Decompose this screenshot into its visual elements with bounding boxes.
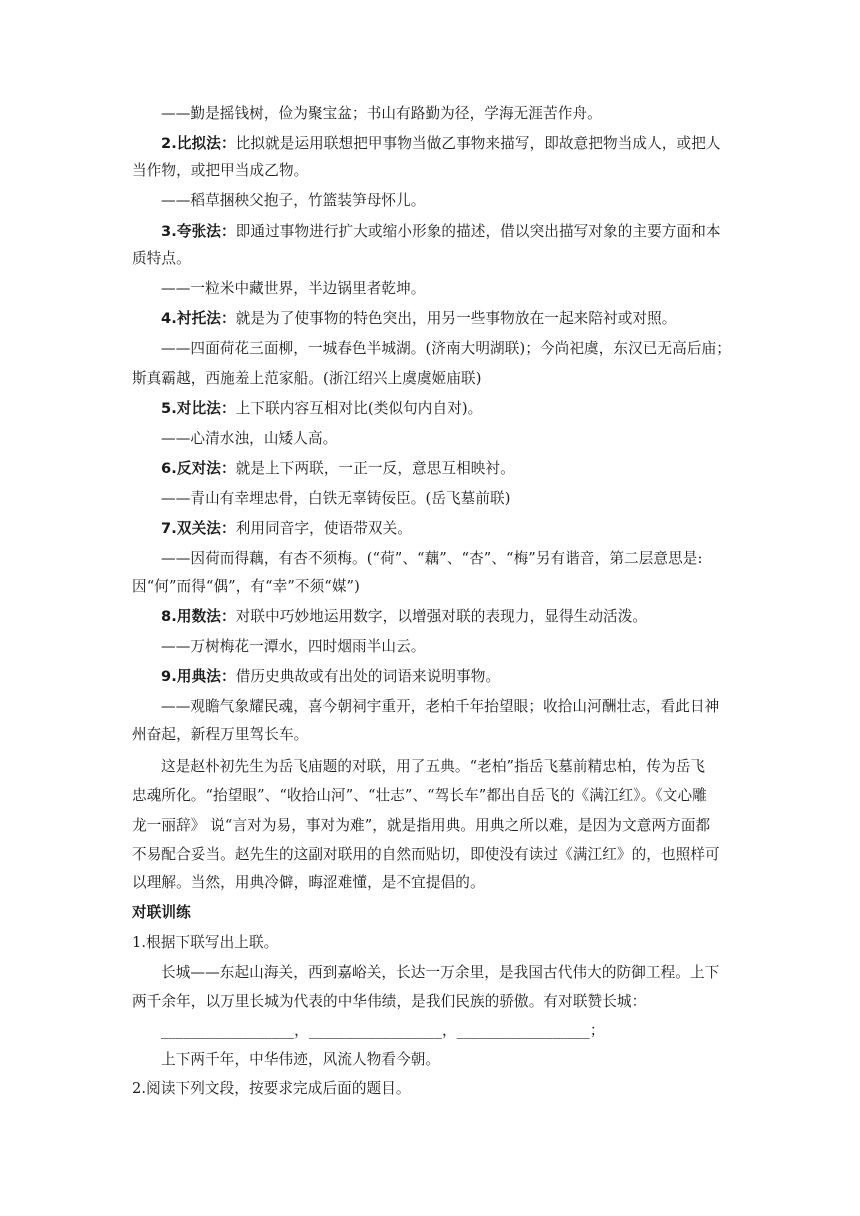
paragraph-line: 不易配合妥当。赵先生的这副对联用的自然而贴切，即使没有读过《满江红》的，也照样可 (132, 846, 720, 863)
example-line-4b: 斯真霸越，西施羞上范家船。(浙江绍兴上虞虞姬庙联) (132, 370, 482, 387)
example-line-3: ——一粒米中藏世界，半边锅里者乾坤。 (161, 280, 426, 297)
method-heading: 8.用数法： (161, 608, 236, 625)
example-line-1: ——勤是摇钱树，俭为聚宝盆；书山有路勤为径，学海无涯苦作舟。 (161, 105, 602, 122)
example-line-2: ——稻草捆秧父抱子，竹篮装笋母怀儿。 (161, 192, 426, 209)
answer-blanks[interactable]: __________________，__________________，__________________； (161, 1022, 605, 1039)
exercise-1-text: 两千余年，以万里长城为代表的中华伟绩，是我们民族的骄傲。有对联赞长城： (132, 993, 647, 1010)
paragraph-line: 忠魂所化。“抬望眼”、“收拾山河”、“壮志”、“驾长车”都出自岳飞的《满江红》。《文心雕 (132, 787, 707, 804)
exercise-1-text: 长城——东起山海关，西到嘉峪关，长达一万余里，是我国古代伟大的防御工程。上下 (161, 964, 720, 981)
method-2-body-line: 当作物，或把甲当成乙物。 (132, 162, 309, 179)
example-line-4a: ——四面荷花三面柳，一城春色半城湖。(济南大明湖联)；今尚祀虞，东汉已无高后庙； (161, 340, 731, 357)
method-heading: 2.比拟法： (161, 135, 236, 152)
method-3-heading-line: 3.夸张法：即通过事物进行扩大或缩小形象的描述，借以突出描写对象的主要方面和本 (161, 223, 721, 240)
method-7-heading-line: 7.双关法：利用同音字，使语带双关。 (161, 520, 413, 537)
paragraph-line: 以理解。当然，用典冷僻，晦涩难懂，是不宜提倡的。 (132, 874, 485, 891)
paragraph-line: 龙一丽辞》 说“言对为易，事对为难”，就是指用典。用典之所以难，是因为文意两方面都 (132, 817, 711, 834)
method-heading: 4.衬托法： (161, 310, 236, 327)
method-3-body-line: 质特点。 (132, 250, 191, 267)
method-5-heading-line: 5.对比法：上下联内容互相对比(类似句内自对)。 (161, 400, 483, 417)
exercise-1-couplet: 上下两千年，中华伟迹，风流人物看今朝。 (161, 1051, 441, 1068)
method-9-heading-line: 9.用典法：借历史典故或有出处的词语来说明事物。 (161, 668, 501, 685)
method-heading: 5.对比法： (161, 400, 236, 417)
exercise-1-title: 1.根据下联写出上联。 (132, 934, 279, 951)
paragraph-line: 这是赵朴初先生为岳飞庙题的对联，用了五典。“老柏”指岳飞墓前精忠柏，传为岳飞 (161, 758, 706, 775)
method-2-heading-line: 2.比拟法：比拟就是运用联想把甲事物当做乙事物来描写，即故意把物当成人，或把人 (161, 135, 721, 152)
example-line-6: ——青山有幸埋忠骨，白铁无辜铸佞臣。(岳飞墓前联) (161, 490, 511, 507)
method-4-heading-line: 4.衬托法：就是为了使事物的特色突出，用另一些事物放在一起来陪衬或对照。 (161, 310, 677, 327)
example-line-7a: ——因荷而得藕，有杏不须梅。(“荷”、“藕”、“杏”、“梅”另有谐音，第二层意思是: (161, 550, 703, 567)
method-heading: 3.夸张法： (161, 223, 236, 240)
method-heading: 9.用典法： (161, 668, 236, 685)
method-8-heading-line: 8.用数法：对联中巧妙地运用数字，以增强对联的表现力，显得生动活泼。 (161, 608, 648, 625)
method-6-heading-line: 6.反对法：就是上下两联，一正一反，意思互相映衬。 (161, 460, 515, 477)
example-line-8: ——万树梅花一潭水，四时烟雨半山云。 (161, 638, 426, 655)
section-title: 对联训练 (132, 904, 191, 921)
exercise-2-title: 2.阅读下列文段，按要求完成后面的题目。 (132, 1080, 411, 1097)
example-line-5: ——心清水浊，山矮人高。 (161, 430, 338, 447)
example-line-9a: ——观瞻气象耀民魂，喜今朝祠宇重开，老柏千年抬望眼；收拾山河酬壮志，看此日神 (161, 698, 720, 715)
method-heading: 6.反对法： (161, 460, 236, 477)
example-line-9b: 州奋起，新程万里驾长车。 (132, 726, 309, 743)
example-line-7b: 因“何”而得“偶”，有“幸”不须“媒”) (132, 578, 360, 595)
method-heading: 7.双关法： (161, 520, 236, 537)
